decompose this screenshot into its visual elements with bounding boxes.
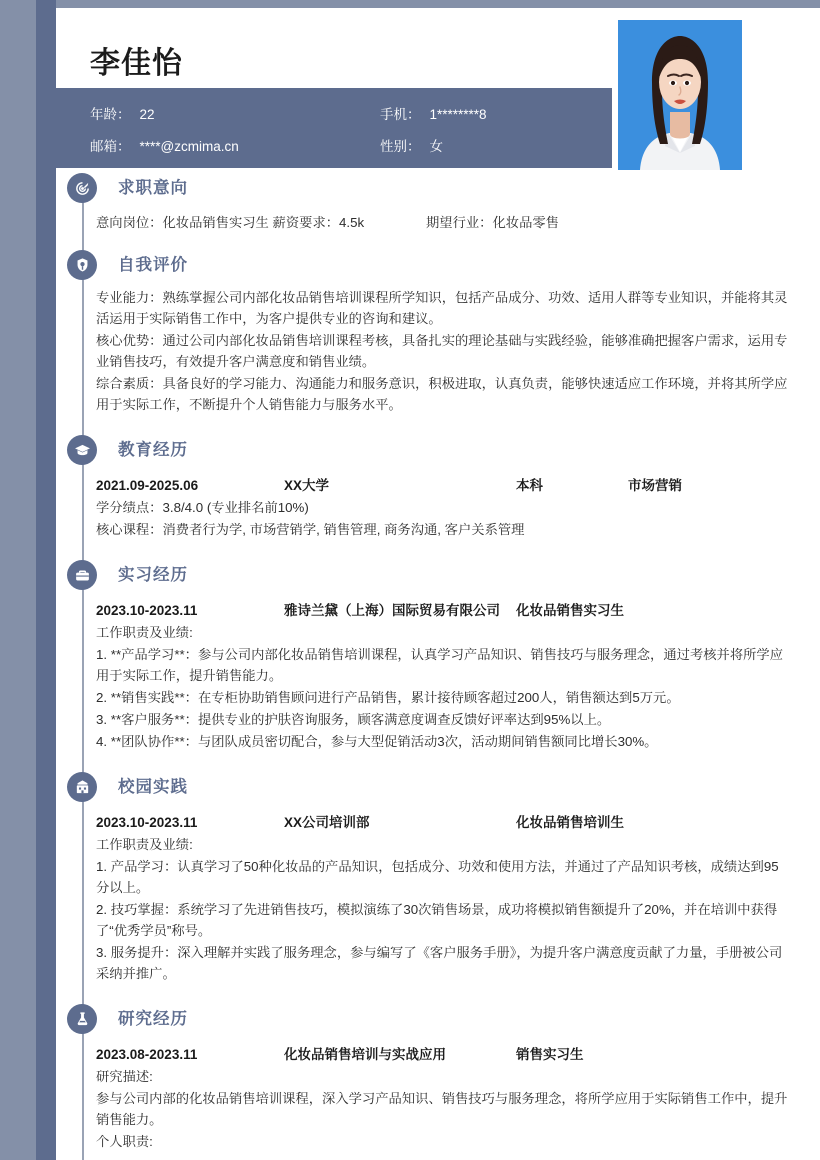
section-header	[94, 769, 820, 809]
contact-value-phone: 1********8	[429, 107, 487, 122]
education-date: 2021.09-2025.06	[96, 478, 199, 493]
internship-duty-item: 3. **客户服务**：提供专业的护肤咨询服务，顾客满意度调查反馈好评率达到95%以上。	[96, 712, 611, 727]
section-header	[94, 1001, 820, 1041]
campus-duty-item: 1. 产品学习：认真学习了50种化妆品的产品知识，包括成分、功效和使用方法，并通过了产品知识考核，成绩达到95分以上。	[96, 859, 779, 895]
internship-entry-row	[96, 599, 790, 619]
internship-duty-item: 4. **团队协作**：与团队成员密切配合，参与大型促销活动3次，活动期间销售额同比增长30%。	[96, 734, 658, 749]
section-title: 校园实践	[118, 778, 188, 796]
contact-value-age: 22	[139, 107, 155, 122]
section-title: 研究经历	[118, 1010, 188, 1028]
contact-value-email: ****@zcmima.cn	[139, 139, 239, 154]
section-education	[56, 432, 820, 555]
section-body	[94, 1043, 820, 1152]
resume-card	[56, 8, 820, 1160]
section-title: 教育经历	[118, 441, 188, 459]
section-body	[94, 474, 820, 540]
campus-entry-row	[96, 811, 790, 831]
job-intention-position-salary: 意向岗位：化妆品销售实习生 薪资要求：4.5k	[96, 215, 365, 230]
campus-org: XX公司培训部	[284, 815, 370, 830]
internship-company: 雅诗兰黛（上海）国际贸易有限公司	[284, 603, 500, 618]
self-eval-paragraph: 专业能力：熟练掌握公司内部化妆品销售培训课程所学知识，包括产品成分、功效、适用人群等专业知识，并能将其灵活运用于实际销售工作中，为客户提供专业的咨询和建议。	[96, 290, 788, 326]
education-major: 市场营销	[628, 478, 682, 493]
candidate-name: 李佳怡	[90, 47, 183, 80]
job-intention-industry: 期望行业：化妆品零售	[426, 215, 559, 230]
education-school: XX大学	[284, 478, 330, 493]
contact-label-gender: 性别：	[380, 139, 421, 154]
shield-icon	[67, 250, 97, 280]
section-header	[94, 247, 820, 287]
research-desc-body: 参与公司内部的化妆品销售培训课程，深入学习产品知识、销售技巧与服务理念，将所学应用于实际销售工作中，提升销售能力。	[96, 1091, 788, 1127]
campus-role: 化妆品销售培训生	[516, 815, 624, 830]
section-body	[94, 811, 820, 984]
research-duty-label: 个人职责:	[96, 1134, 153, 1149]
flask-icon	[67, 1004, 97, 1034]
section-title: 自我评价	[118, 256, 188, 274]
contact-label-age: 年龄：	[90, 107, 131, 122]
internship-duty-item: 2. **销售实践**：在专柜协助销售顾问进行产品销售，累计接待顾客超过200人，销售额达到5万元。	[96, 690, 680, 705]
section-header	[94, 170, 820, 210]
education-gpa: 学分绩点：3.8/4.0 (专业排名前10%)	[96, 500, 309, 515]
research-role: 销售实习生	[516, 1047, 584, 1062]
contact-item-phone	[380, 103, 610, 123]
contact-item-gender	[380, 135, 610, 155]
contact-item-email	[90, 135, 380, 155]
self-eval-paragraph: 综合素质：具备良好的学习能力、沟通能力和服务意识，积极进取，认真负责，能够快速适应工作环境，并将其所学应用于实际工作，不断提升个人销售能力与服务水平。	[96, 376, 788, 412]
section-title: 求职意向	[118, 179, 188, 197]
internship-role: 化妆品销售实习生	[516, 603, 624, 618]
resume-body	[56, 170, 820, 1160]
education-courses: 核心课程：消费者行为学, 市场营销学, 销售管理, 商务沟通, 客户关系管理	[96, 522, 525, 537]
internship-duty-item: 1. **产品学习**：参与公司内部化妆品销售培训课程，认真学习产品知识、销售技巧与服务理念，通过考核并将所学应用于实际工作，提升销售能力。	[96, 647, 784, 683]
self-eval-paragraph: 核心优势：通过公司内部化妆品销售培训课程考核，具备扎实的理论基础与实践经验，能够准确把握客户需求，运用专业销售技巧，有效提升客户满意度和销售业绩。	[96, 333, 788, 369]
contact-bar	[56, 88, 612, 168]
contact-grid	[90, 103, 610, 155]
briefcase-icon	[67, 560, 97, 590]
building-icon	[67, 772, 97, 802]
section-header	[94, 557, 820, 597]
section-self-evaluation	[56, 247, 820, 430]
page-left-stripe	[36, 0, 56, 1160]
campus-duty-item: 3. 服务提升：深入理解并实践了服务理念，参与编写了《客户服务手册》，为提升客户满意度贡献了力量，手册被公司采纳并推广。	[96, 945, 783, 981]
contact-item-age	[90, 103, 380, 123]
internship-date: 2023.10-2023.11	[96, 603, 198, 618]
section-body	[94, 212, 820, 231]
internship-duty-label: 工作职责及业绩:	[96, 625, 193, 640]
candidate-photo	[618, 20, 742, 170]
job-intention-row	[96, 212, 790, 231]
education-entry-row	[96, 474, 790, 494]
research-topic: 化妆品销售培训与实战应用	[284, 1047, 446, 1062]
section-title: 实习经历	[118, 566, 188, 584]
section-internship	[56, 557, 820, 767]
research-date: 2023.08-2023.11	[96, 1047, 198, 1062]
contact-label-email: 邮箱：	[90, 139, 131, 154]
contact-label-phone: 手机：	[380, 107, 421, 122]
campus-duty-label: 工作职责及业绩:	[96, 837, 193, 852]
section-body	[94, 599, 820, 752]
campus-date: 2023.10-2023.11	[96, 815, 198, 830]
target-icon	[67, 173, 97, 203]
section-campus-practice	[56, 769, 820, 999]
research-desc-label: 研究描述:	[96, 1069, 153, 1084]
graduation-cap-icon	[67, 435, 97, 465]
contact-value-gender: 女	[429, 139, 443, 154]
section-body	[94, 287, 820, 415]
section-header	[94, 432, 820, 472]
section-job-intention	[56, 170, 820, 245]
resume-header	[56, 8, 820, 170]
campus-duty-item: 2. 技巧掌握：系统学习了先进销售技巧，模拟演练了30次销售场景，成功将模拟销售额提升了20%，并在培训中获得了“优秀学员”称号。	[96, 902, 778, 938]
education-degree: 本科	[516, 478, 543, 493]
research-entry-row	[96, 1043, 790, 1063]
section-research	[56, 1001, 820, 1152]
